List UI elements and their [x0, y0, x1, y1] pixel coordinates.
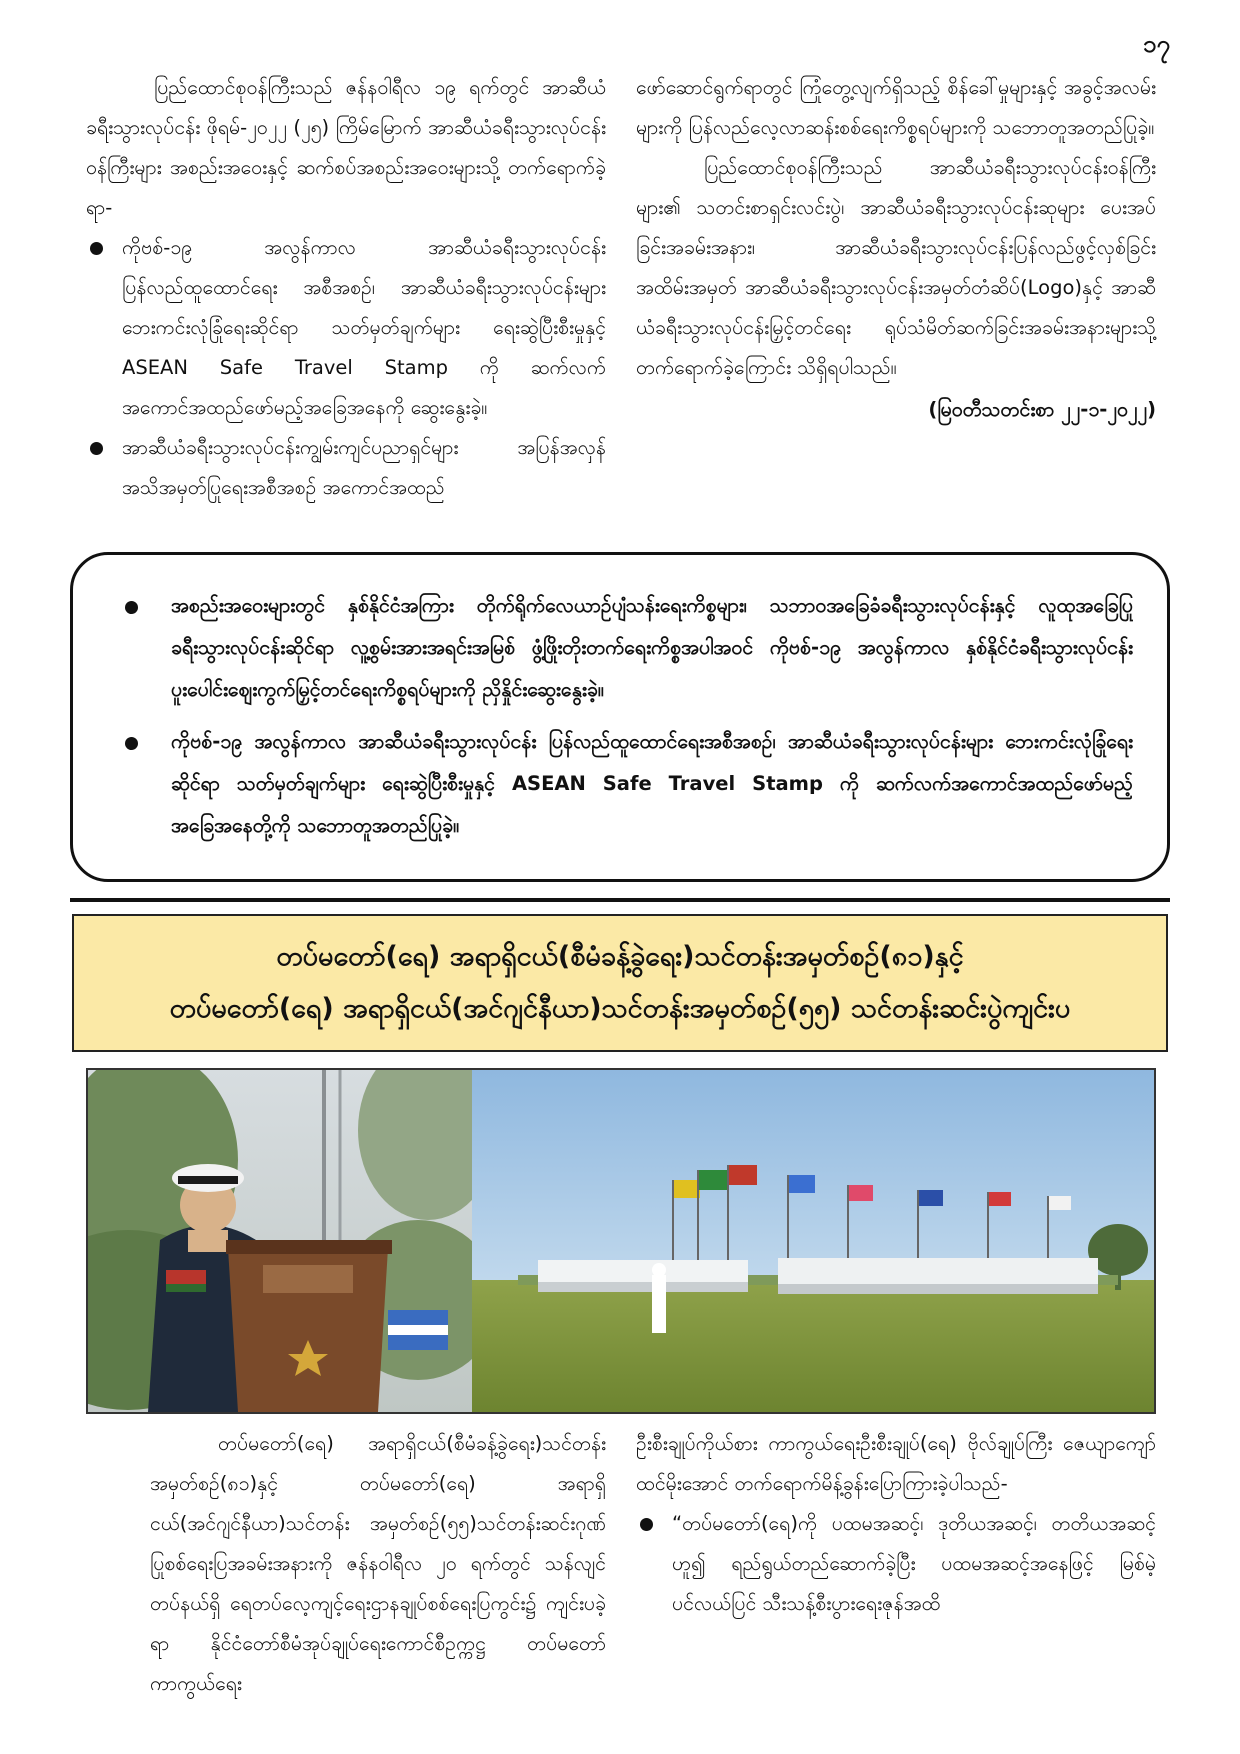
bullet-dot-icon — [125, 601, 138, 614]
photo-parade-ground — [472, 1070, 1154, 1412]
bullet-dot-icon — [640, 1518, 653, 1531]
bullet-item — [86, 428, 606, 508]
article-paragraph: ဦးစီးချုပ်ကိုယ်စား ကာကွယ်ရေးဦးစီးချုပ်(ရေ) ဗိုလ်ချုပ်ကြီး ဇေယျာကျော်ထင်မိုးအောင် တက်ရောက်မိန့်ခွန်းပြောကြားခဲ့ပါသည်- — [636, 1432, 1156, 1495]
bullet-item — [636, 1504, 1156, 1624]
article-column-left-bottom — [150, 1424, 606, 1704]
bullet-text: “တပ်မတော်(ရေ)ကို ပထမအဆင့်၊ ဒုတိယအဆင့်၊ တတိယအဆင့်ဟူ၍ ရည်ရွယ်တည်ဆောက်ခဲ့ပြီး ပထမအဆင့်အနေဖြင့် မြစ်မဲ့ပင်လယ်ပြင် သီးသန့်စီးပွားရေးဇုန်အထိ — [672, 1512, 1156, 1615]
bullet-dot-icon — [90, 442, 103, 455]
summary-bullet-list — [111, 585, 1133, 847]
meeting-bullet-list — [86, 228, 606, 508]
bullet-text: အာဆီယံခရီးသွားလုပ်ငန်းကျွမ်းကျင်ပညာရှင်များ အပြန်အလှန် အသိအမှတ်ပြုရေးအစီအစဉ် အကောင်အထည် — [122, 436, 606, 499]
summary-item — [111, 721, 1133, 847]
continuation-paragraph: ဖော်ဆောင်ရွက်ရာတွင် ကြုံတွေ့လျက်ရှိသည့် စိန်ခေါ်မှုများနှင့် အခွင့်အလမ်းများကို ပြန်လည်လေ့လာဆန်းစစ်ရေးကိစ္စရပ်များကို သဘောတူအတည်ပြုခဲ့။ — [636, 76, 1156, 139]
section-divider — [70, 898, 1170, 902]
source-citation: (မြဝတီသတင်းစာ ၂၂-၁-၂၀၂၂) — [928, 398, 1156, 421]
summary-text: ကိုဗစ်-၁၉ အလွန်ကာလ အာဆီယံခရီးသွားလုပ်ငန်း ပြန်လည်ထူထောင်ရေးအစီအစဉ်၊ အာဆီယံခရီးသွားလုပ်ငန်းများ ဘေးကင်းလုံခြုံရေးဆိုင်ရာ သတ်မှတ်ချက်များ ရေးဆွဲပြီးစီးမှုနှင့် ASEAN Safe Travel Stamp ကို ဆက်လက်အကောင်အထည်ဖော်မည့်အခြေအနေတို့ကို သဘောတူအတည်ပြုခဲ့။ — [171, 730, 1133, 837]
photo-strip — [86, 1068, 1156, 1414]
bullet-item — [86, 228, 606, 428]
intro-paragraph: ပြည်ထောင်စုဝန်ကြီးသည် ဇန်နဝါရီလ ၁၉ ရက်တွင် အာဆီယံခရီးသွားလုပ်ငန်း ဖိုရမ်-၂၀၂၂ (၂၅) ကြိမ်မြောက် အာဆီယံခရီးသွားလုပ်ငန်းဝန်ကြီးများ အစည်းအဝေးနှင့် ဆက်စပ်အစည်းအဝေးများသို့ တက်ရောက်ခဲ့ရာ- — [86, 76, 606, 219]
article-column-right-top — [636, 68, 1156, 430]
summary-box — [70, 552, 1170, 882]
headline-banner — [72, 914, 1168, 1052]
summary-item — [111, 585, 1133, 711]
bullet-dot-icon — [90, 242, 103, 255]
speech-bullet-list — [636, 1504, 1156, 1624]
headline-line-2: တပ်မတော်(ရေ) အရာရှိငယ်(အင်ဂျင်နီယာ)သင်တန်းအမှတ်စဉ်(၅၅) သင်တန်းဆင်းပွဲကျင်းပ — [169, 993, 1071, 1024]
bullet-dot-icon — [125, 737, 138, 750]
page-number: ၁၇ — [1143, 30, 1170, 58]
summary-text: အစည်းအဝေးများတွင် နှစ်နိုင်ငံအကြား တိုက်ရိုက်လေယာဉ်ပျံသန်းရေးကိစ္စများ၊ သဘာဝအခြေခံခရီးသွားလုပ်ငန်းနှင့် လူထုအခြေပြု ခရီးသွားလုပ်ငန်းဆိုင်ရာ လူ့စွမ်းအားအရင်းအမြစ် ဖွံ့ဖြိုးတိုးတက်ရေးကိစ္စအပါအဝင် ကိုဗစ်-၁၉ အလွန်ကာလ နှစ်နိုင်ငံခရီးသွားလုပ်ငန်း ပူးပေါင်းဈေးကွက်မြှင့်တင်ရေးကိစ္စရပ်များကို ညှိနှိုင်းဆွေးနွေးခဲ့။ — [171, 594, 1133, 701]
body-paragraph: ပြည်ထောင်စုဝန်ကြီးသည် အာဆီယံခရီးသွားလုပ်ငန်းဝန်ကြီးများ၏ သတင်းစာရှင်းလင်းပွဲ၊ အာဆီယံခရီးသွားလုပ်ငန်းဆုများ ပေးအပ်ခြင်းအခမ်းအနား၊ အာဆီယံခရီးသွားလုပ်ငန်းပြန်လည်ဖွင့်လှစ်ခြင်းအထိမ်းအမှတ် အာဆီယံခရီးသွားလုပ်ငန်းအမှတ်တံဆိပ်(Logo)နှင့် အာဆီယံခရီးသွားလုပ်ငန်းမြှင့်တင်ရေး ရုပ်သံမိတ်ဆက်ခြင်းအခမ်းအနားများသို့ တက်ရောက်ခဲ့ကြောင်း သိရှိရပါသည်။ — [636, 156, 1156, 379]
article-column-right-bottom — [636, 1424, 1156, 1624]
bullet-text: ကိုဗစ်-၁၉ အလွန်ကာလ အာဆီယံခရီးသွားလုပ်ငန်း ပြန်လည်ထူထောင်ရေး အစီအစဉ်၊ အာဆီယံခရီးသွားလုပ်ငန်းများ ဘေးကင်းလုံခြုံရေးဆိုင်ရာ သတ်မှတ်ချက်များ ရေးဆွဲပြီးစီးမှုနှင့် ASEAN Safe Travel Stamp ကို ဆက်လက်အကောင်အထည်ဖော်မည့်အခြေအနေကို ဆွေးနွေးခဲ့။ — [122, 236, 606, 419]
article-column-left-top — [86, 68, 606, 508]
headline-line-1: တပ်မတော်(ရေ) အရာရှိငယ်(စီမံခန့်ခွဲရေး)သင်တန်းအမှတ်စဉ်(၈၁)နှင့် — [276, 941, 964, 972]
photo-officer-podium — [88, 1070, 498, 1412]
article-paragraph: တပ်မတော်(ရေ) အရာရှိငယ်(စီမံခန့်ခွဲရေး)သင်တန်းအမှတ်စဉ်(၈၁)နှင့် တပ်မတော်(ရေ) အရာရှိငယ်(အင်ဂျင်နီယာ)သင်တန်း အမှတ်စဉ်(၅၅)သင်တန်းဆင်းဂုဏ်ပြုစစ်ရေးပြအခမ်းအနားကို ဇန်နဝါရီလ ၂၀ ရက်တွင် သန်လျင်တပ်နယ်ရှိ ရေတပ်လေ့ကျင့်ရေးဌာနချုပ်စစ်ရေးပြကွင်း၌ ကျင်းပခဲ့ရာ နိုင်ငံတော်စီမံအုပ်ချုပ်ရေးကောင်စီဥက္ကဋ္ဌ တပ်မတော်ကာကွယ်ရေး — [150, 1432, 606, 1695]
